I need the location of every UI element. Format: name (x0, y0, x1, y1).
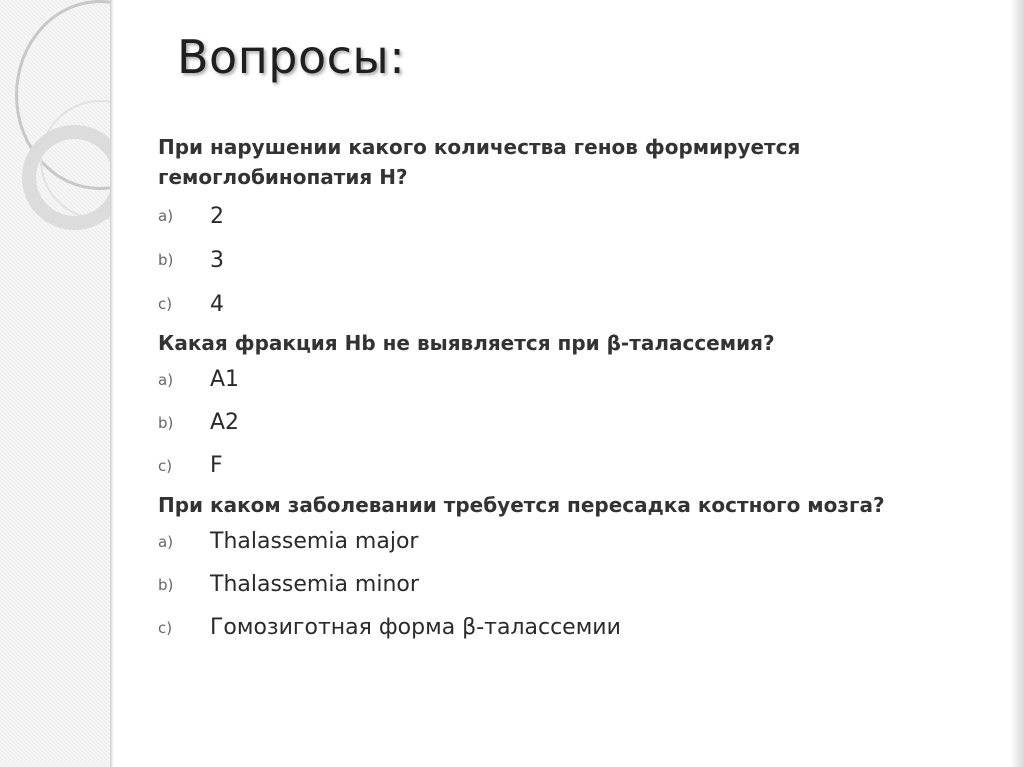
question-text: При каком заболевании требуется пересадка костного мозга? (158, 493, 885, 517)
option-marker: b) (158, 251, 174, 269)
question-block (158, 490, 978, 649)
option-text: Thalassemia major (210, 529, 419, 554)
answer-option (158, 520, 978, 563)
option-marker: b) (158, 413, 174, 432)
question-text: При нарушении какого количества генов формируется гемоглобинопатия Н? (158, 135, 801, 189)
answer-option (158, 358, 978, 401)
question-block (158, 132, 978, 326)
answer-option (158, 238, 978, 282)
question-text: Какая фракция Hb не выявляется при β-талассемия? (158, 331, 775, 355)
slide-title: Вопросы: (177, 30, 406, 84)
option-text: F (210, 453, 223, 478)
option-marker: c) (158, 295, 173, 313)
questions-list (158, 132, 978, 649)
option-text: Thalassemia minor (210, 572, 419, 597)
panel-divider (110, 0, 113, 767)
option-text: A2 (210, 410, 240, 435)
answer-options (158, 520, 978, 649)
question-block (158, 328, 978, 487)
option-marker: c) (158, 456, 173, 475)
answer-option (158, 282, 978, 326)
option-text: 3 (210, 247, 224, 273)
option-text: Гомозиготная форма β-талассемии (210, 615, 621, 640)
option-text: A1 (210, 367, 240, 392)
option-marker: a) (158, 370, 174, 389)
answer-option (158, 401, 978, 444)
option-text: 2 (210, 203, 224, 229)
answer-option (158, 563, 978, 606)
answer-option (158, 444, 978, 487)
answer-option (158, 606, 978, 649)
answer-options (158, 358, 978, 487)
answer-option (158, 194, 978, 238)
slide-edge-shadow (1010, 0, 1024, 767)
option-marker: b) (158, 575, 174, 594)
option-marker: a) (158, 207, 174, 225)
option-marker: c) (158, 618, 173, 637)
answer-options (158, 194, 978, 326)
option-marker: a) (158, 532, 174, 551)
option-text: 4 (210, 291, 224, 317)
